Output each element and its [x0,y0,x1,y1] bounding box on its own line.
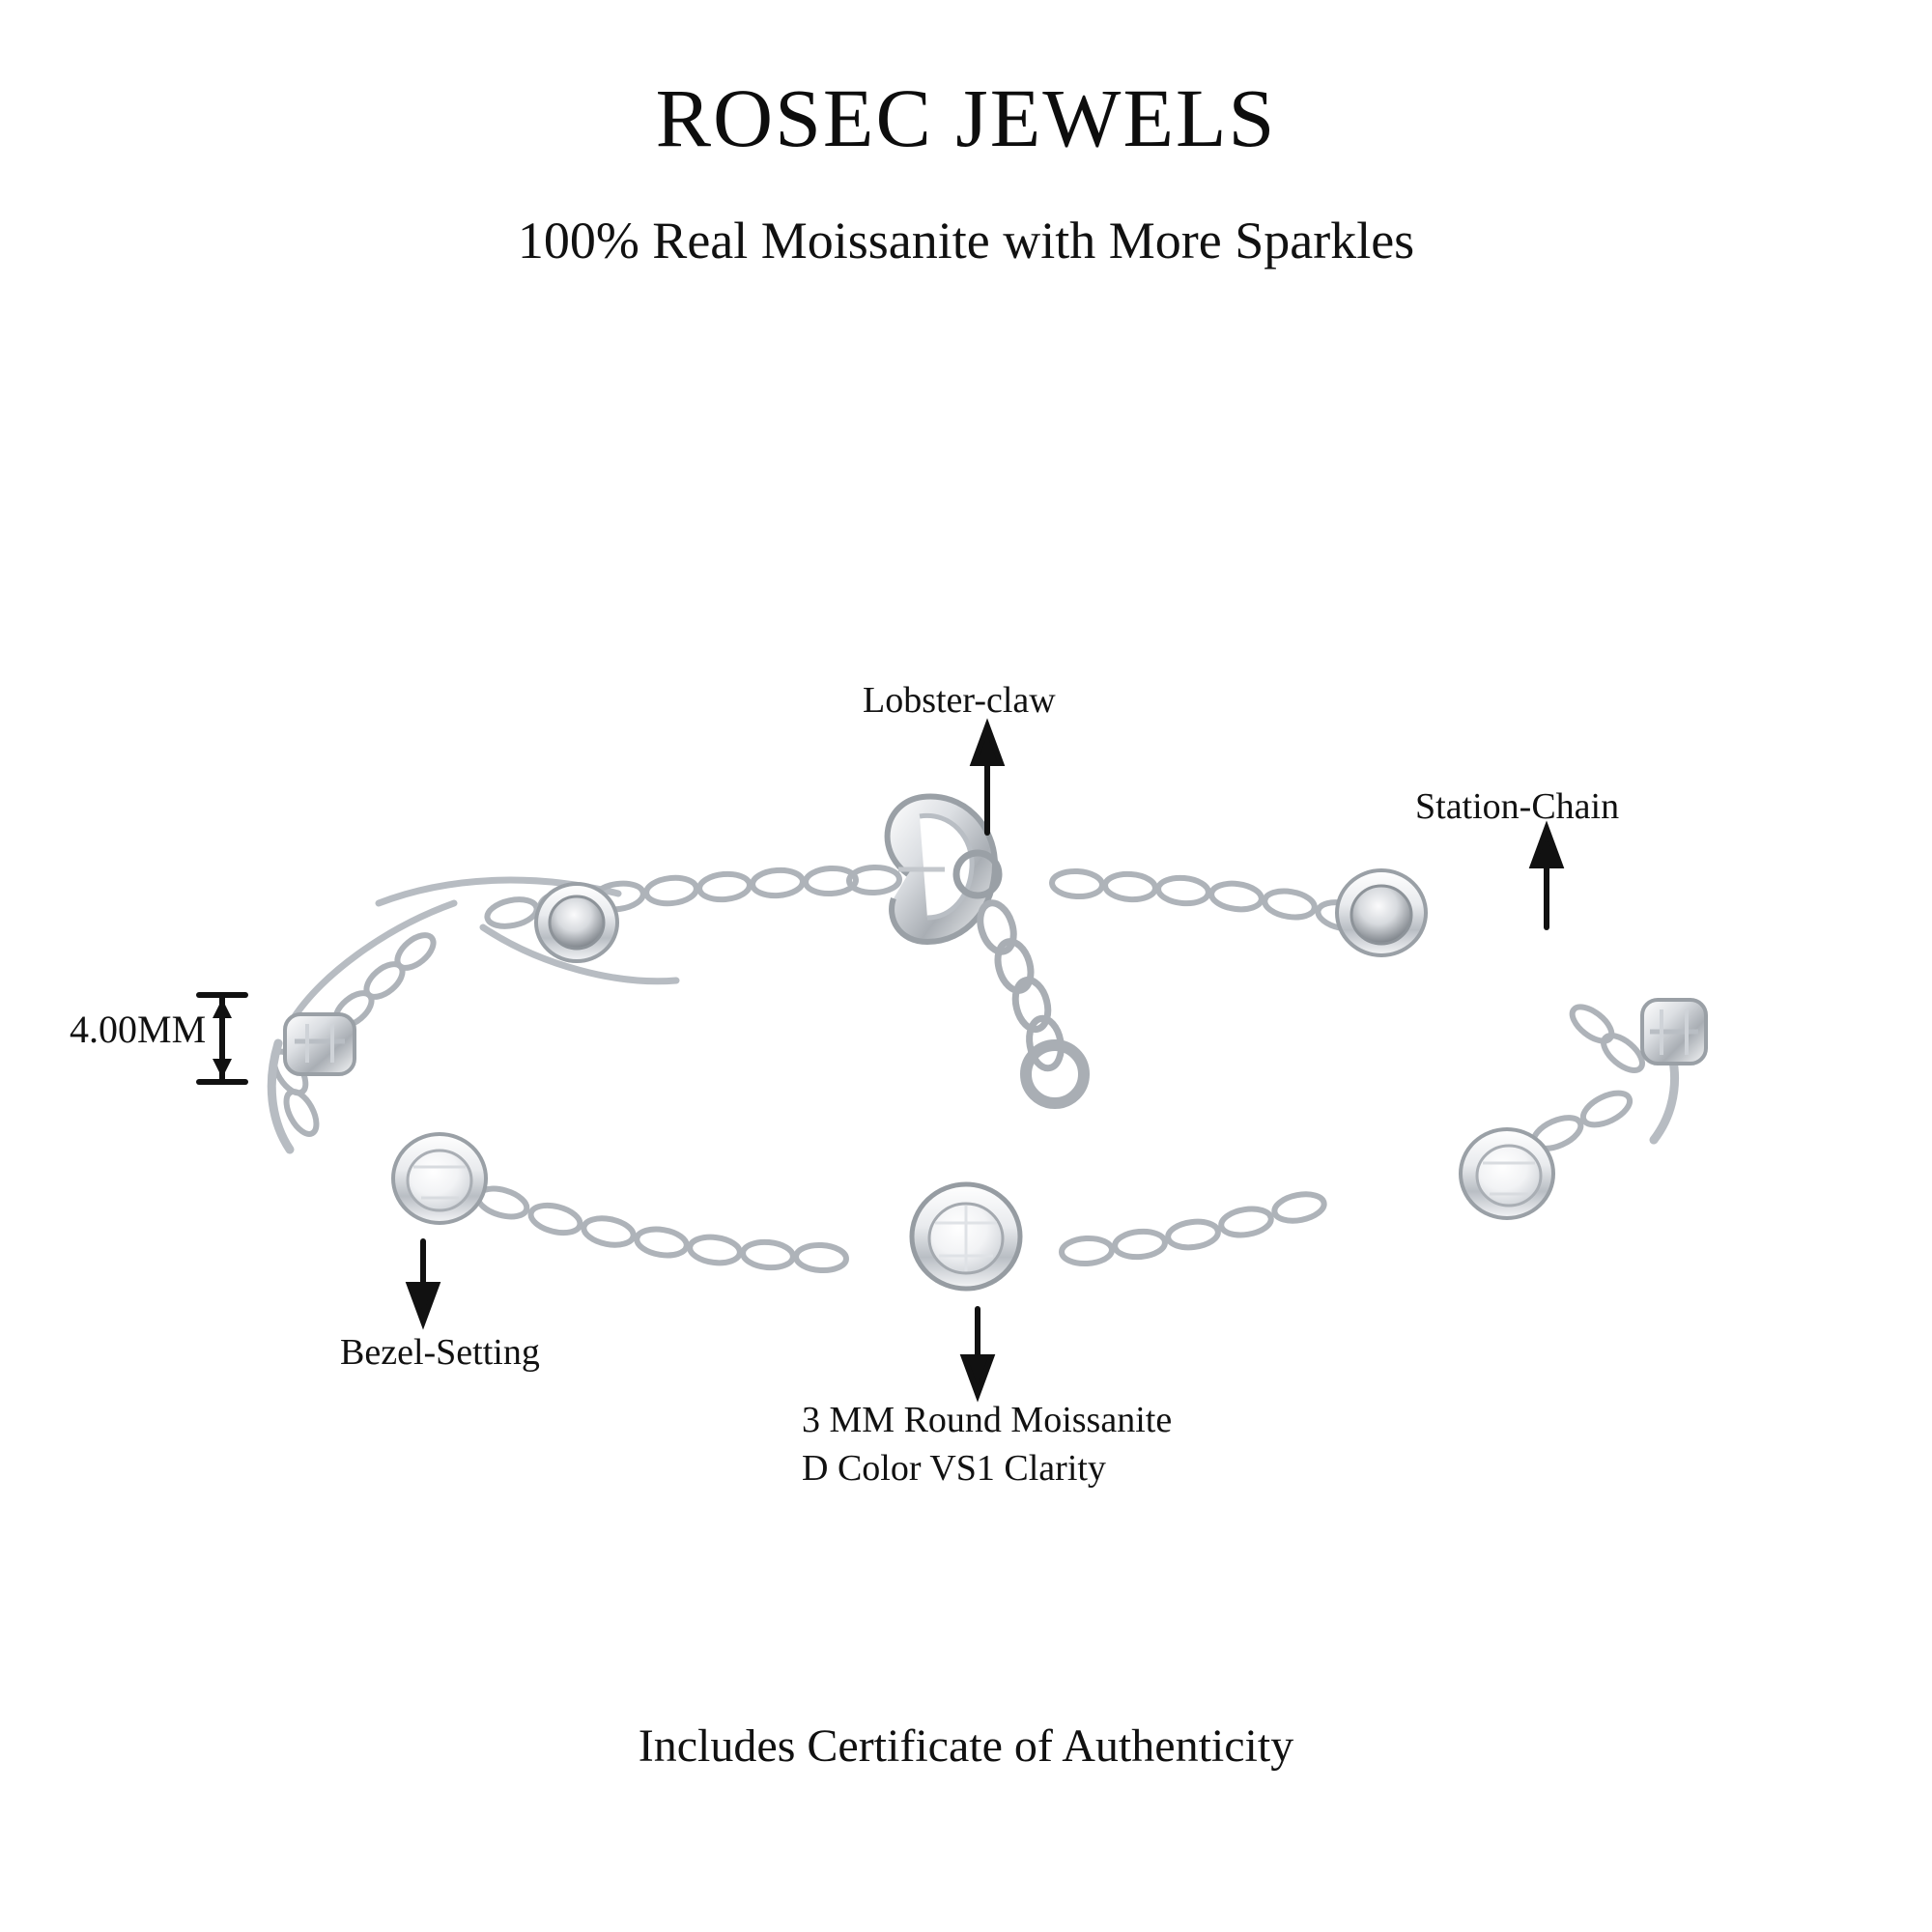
page-subtitle: 100% Real Moissanite with More Sparkles [517,212,1415,270]
callout-stone-spec-line2: D Color VS1 Clarity [802,1448,1106,1490]
extender-chain [975,898,1084,1103]
callout-stone-spec [802,1396,1172,1492]
page-title: ROSEC JEWELS [655,71,1277,164]
callout-dimension: 4.00MM [70,1008,207,1051]
certificate-note: Includes Certificate of Authenticity [638,1720,1294,1772]
callout-stone-spec-line1: 3 MM Round Moissanite [802,1400,1173,1440]
callout-lobster-claw: Lobster-claw [863,680,1056,721]
chain-curve-left [271,1038,1674,1150]
callout-station-chain: Station-Chain [1415,786,1620,827]
callout-bezel-setting: Bezel-Setting [340,1332,540,1373]
callout-leader-lines [410,726,1560,1394]
